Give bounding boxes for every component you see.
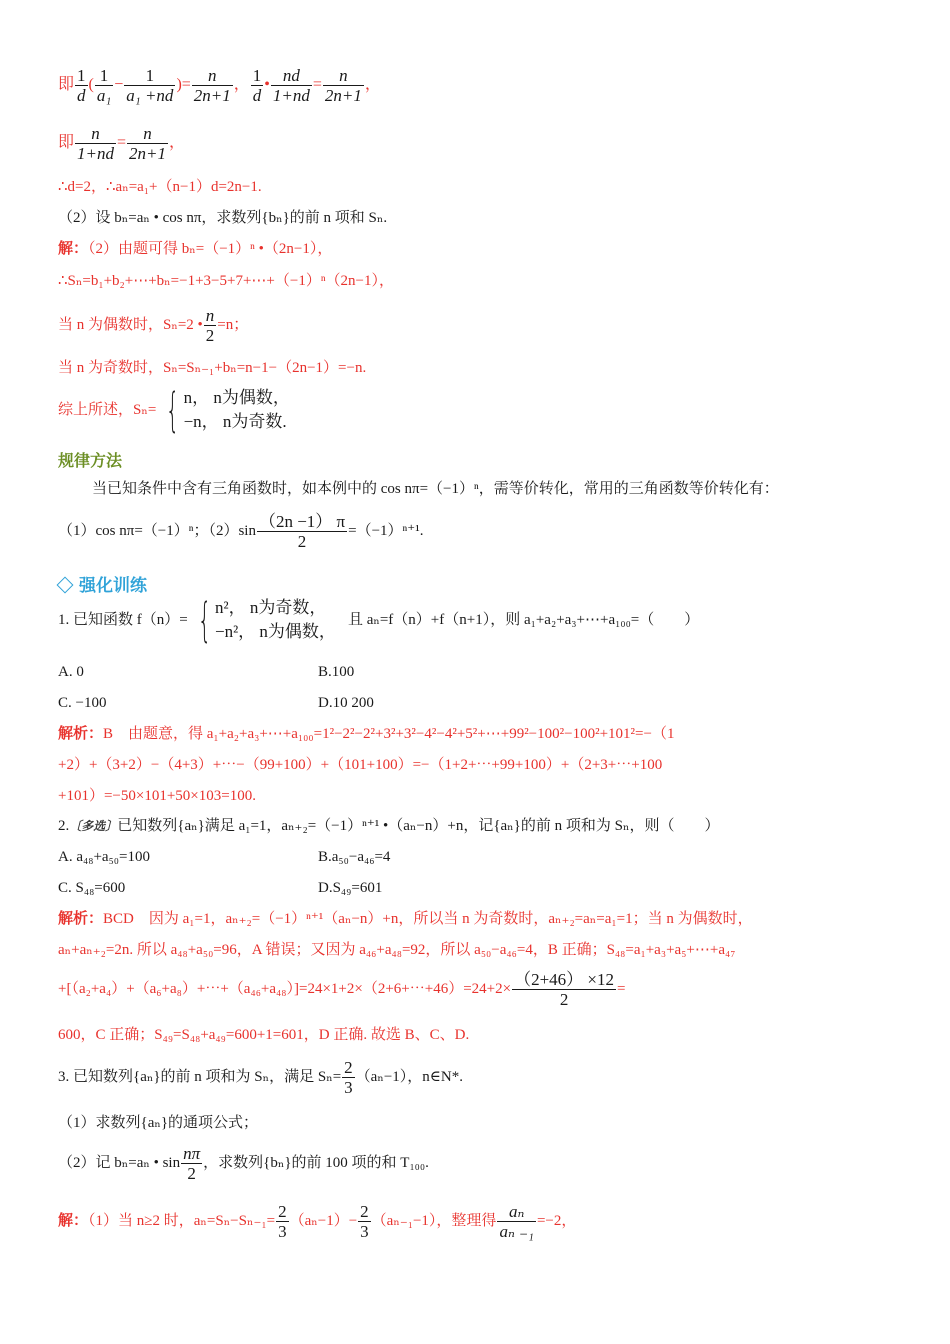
frac-den: 3 — [278, 1222, 287, 1241]
problem-3-question-1: （1）求数列{aₙ}的通项公式； — [58, 1115, 259, 1131]
problem-1-option-d: D.10 200 — [318, 695, 374, 711]
brace-glyph: { — [197, 593, 211, 647]
problem-1-option-b: B.100 — [318, 664, 355, 680]
frac-num: n — [205, 306, 215, 325]
frac-den: 1+nd — [272, 86, 310, 105]
problem-2-answer-line-2: aₙ+aₙ₊₂=2n. 所以 a₄₈+a₅₀=96，A 错误；又因为 a₄₆+a₄₈=92，所以 a₅₀−a₄₆=4，B 正确；S₄₈=a₁+a₃+a₅+⋯+a₄₇ — [58, 942, 736, 958]
equals: = — [181, 76, 191, 94]
solution-label: 解： — [58, 1212, 89, 1229]
frac-num: n — [192, 66, 233, 86]
text: =−2， — [536, 1212, 577, 1229]
text: = — [617, 980, 626, 997]
answer-text: B 由题意，得 a₁+a₂+a₃+⋯+a₁₀₀=1²−2²−2²+3²+3²−4²−4²+5²+⋯+99²−100²−100²+101²=−（1 — [103, 726, 675, 742]
derivation-line-2 — [58, 124, 185, 163]
text: =（−1）ⁿ⁺¹. — [348, 522, 424, 539]
fraction-1-over-a1-nd — [124, 66, 175, 105]
problem-number: 2. — [58, 818, 70, 834]
dot: • — [264, 76, 270, 94]
frac-den: 2n+1 — [324, 86, 362, 105]
frac-num: （2+46） ×12 — [514, 970, 615, 989]
case-row-2: −n， n为奇数. — [183, 412, 287, 431]
frac-num: 1 — [124, 66, 175, 86]
problem-3-stem — [58, 1058, 463, 1097]
fraction-1-over-d — [75, 66, 88, 105]
frac-num: 2 — [344, 1058, 353, 1077]
frac-num: 1 — [77, 66, 86, 85]
system-rows — [215, 596, 336, 644]
answer-text: BCD 因为 a₁=1，aₙ₊₂=（−1）ⁿ⁺¹（aₙ−n）+n，所以当 n 为奇数时，aₙ₊₂=aₙ=a₁=1；当 n 为偶数时， — [103, 911, 753, 927]
fraction-an-over-an1 — [497, 1202, 536, 1241]
question-2-text: （2）设 bₙ=aₙ • cos nπ，求数列{bₙ}的前 n 项和 Sₙ. — [58, 210, 388, 226]
fraction-n-over-2n1-c — [127, 124, 168, 163]
problem-2-option-d: D.S₄₉=601 — [318, 880, 383, 896]
problem-1-answer-line-1 — [58, 724, 674, 744]
text: （aₙ₋₁−1），整理得 — [371, 1212, 497, 1229]
fraction-n-over-2n1-b — [323, 66, 364, 105]
comma: ， — [233, 76, 250, 94]
frac-den: a₁ +nd — [126, 86, 174, 105]
comma: ， — [169, 134, 186, 152]
answer-label: 解析： — [58, 726, 104, 742]
frac-den: d — [252, 86, 262, 105]
stem-text: 已知数列{aₙ}满足 a₁=1，aₙ₊₂=（−1）ⁿ⁺¹ •（aₙ−n）+n，记{aₙ}的前 n 项和为 Sₙ，则（ ） — [117, 818, 720, 834]
solution-2-line-5 — [58, 383, 290, 437]
case-row-1: n， n为偶数， — [183, 388, 290, 407]
answer-label: 解析： — [58, 911, 104, 927]
derivation-line-1 — [58, 66, 381, 105]
problem-3-solution-line-1 — [58, 1202, 576, 1241]
text: 1. 已知函数 f（n）= — [58, 612, 188, 628]
case-row-1: n²， n为奇数， — [215, 598, 327, 617]
frac-num: nπ — [183, 1144, 201, 1163]
frac-den: d — [77, 86, 86, 105]
frac-num: 1 — [252, 66, 262, 85]
problem-2-option-c: C. S₄₈=600 — [58, 880, 126, 896]
fraction-2-over-3-b — [358, 1202, 371, 1241]
comma: ， — [364, 76, 381, 94]
text: （aₙ−1），n∈N*. — [355, 1068, 463, 1085]
method-text: 当已知条件中含有三角函数时，如本例中的 cos nπ=（−1）ⁿ，需等价转化，常用的三角函数等价转化有： — [92, 481, 779, 497]
frac-num: 2 — [360, 1202, 369, 1221]
solution-2-line-4: 当 n 为奇数时，Sₙ=Sₙ₋₁+bₙ=n−1−（2n−1）=−n. — [58, 360, 367, 376]
frac-den: 2 — [297, 532, 307, 551]
text: 3. 已知数列{aₙ}的前 n 项和为 Sₙ，满足 Sₙ= — [58, 1068, 342, 1085]
fraction-nd-over-1nd — [271, 66, 312, 105]
fraction-n-over-1nd — [75, 124, 116, 163]
frac-den: 2n+1 — [129, 144, 167, 163]
equals: = — [117, 134, 127, 152]
fraction-1-over-d-2 — [251, 66, 264, 105]
text: 且 aₙ=f（n）+f（n+1），则 a₁+a₂+a₃+⋯+a₁₀₀=（ ） — [347, 612, 700, 628]
training-title: 强化训练 — [79, 576, 147, 596]
problem-2-option-b: B.a₅₀−a₄₆=4 — [318, 849, 391, 865]
problem-2-stem — [58, 816, 719, 836]
problem-2-option-a: A. a₄₈+a₅₀=100 — [58, 849, 150, 865]
text: 当 n 为偶数时，Sₙ=2 • — [58, 316, 203, 333]
paren: ) — [176, 76, 182, 94]
text: 综上所述，Sₙ= — [58, 402, 157, 418]
fraction-n-over-2 — [204, 306, 217, 345]
fraction-2-over-3-a — [276, 1202, 289, 1241]
frac-den: 2n+1 — [193, 86, 231, 105]
fraction-sum-formula — [512, 970, 616, 1009]
case-row-2: −n²， n为偶数， — [215, 622, 336, 641]
problem-1-option-c: C. −100 — [58, 695, 107, 711]
problem-1-answer-line-2: +2）+（3+2）−（4+3）+⋯−（99+100）+（101+100）=−（1+2+⋯+99+100）+（2+3+⋯+100 — [58, 757, 663, 773]
method-formula — [58, 512, 423, 551]
text: （aₙ−1）− — [289, 1212, 358, 1229]
conclusion-d: ∴d=2，∴aₙ=a₁+（n−1）d=2n−1. — [58, 179, 262, 195]
frac-num: nd — [271, 66, 312, 86]
problem-2-answer-line-3 — [58, 970, 626, 1009]
solution-label: 解： — [58, 241, 89, 257]
fraction-n-over-2n1 — [192, 66, 233, 105]
training-heading — [56, 571, 147, 596]
fraction-sin-arg — [257, 512, 347, 551]
frac-den: 2 — [187, 1164, 196, 1183]
solution-2-line-2: ∴Sₙ=b₁+b₂+⋯+bₙ=−1+3−5+7+⋯+（−1）ⁿ（2n−1）， — [58, 273, 395, 289]
frac-den: 3 — [344, 1078, 353, 1097]
frac-num: 2 — [278, 1202, 287, 1221]
text: +[（a₂+a₄）+（a₆+a₈）+⋯+（a₄₆+a₄₈）]=24×1+2×（2+6+⋯+46）=24+2× — [58, 980, 512, 997]
frac-num: 1 — [95, 66, 113, 86]
minus: − — [114, 76, 124, 94]
frac-den: 2 — [559, 990, 569, 1009]
problem-3-question-2 — [58, 1144, 429, 1183]
text: =n； — [217, 316, 249, 333]
frac-num: aₙ — [497, 1202, 536, 1222]
problem-2-answer-line-4: 600，C 正确；S₄₉=S₄₈+a₄₉=600+1=601，D 正确. 故选 B、C、D. — [58, 1027, 470, 1043]
fraction-1-over-a1 — [95, 66, 113, 105]
text: （1）当 n≥2 时，aₙ=Sₙ−Sₙ₋₁= — [88, 1212, 276, 1229]
frac-num: n — [323, 66, 364, 86]
system-rows — [184, 386, 290, 434]
brace-glyph: { — [166, 383, 180, 437]
text: （1）cos nπ=（−1）ⁿ；（2）sin — [58, 522, 256, 539]
frac-den: 3 — [360, 1222, 369, 1241]
prefix-text: 即 — [58, 134, 75, 152]
prefix-text: 即 — [58, 76, 75, 94]
fraction-npi-over-2 — [181, 1144, 202, 1183]
fraction-2-over-3 — [342, 1058, 355, 1097]
problem-1-stem — [58, 593, 700, 647]
frac-num: n — [75, 124, 116, 144]
method-heading: 规律方法 — [58, 451, 123, 470]
frac-den: 2 — [205, 326, 215, 345]
problem-1-answer-line-3: +101）=−50×101+50×103=100. — [58, 788, 256, 804]
problem-2-answer-line-1 — [58, 909, 753, 929]
multi-choice-tag: 〔多选〕 — [69, 819, 118, 833]
frac-num: n — [127, 124, 168, 144]
problem-1-option-a: A. 0 — [58, 664, 84, 680]
piecewise-system — [158, 383, 290, 437]
solution-2-line-3 — [58, 306, 248, 345]
frac-den: a₁ — [96, 86, 112, 105]
equals: = — [312, 76, 322, 94]
solution-2-line-1 — [58, 239, 332, 259]
text: ，求数列{bₙ}的前 100 项的和 T₁₀₀. — [203, 1154, 429, 1171]
frac-den: aₙ ₋₁ — [499, 1222, 534, 1241]
frac-num: （2n −1） π — [258, 512, 346, 531]
piecewise-function — [190, 593, 336, 647]
diamond-icon — [57, 577, 74, 594]
frac-den: 1+nd — [77, 144, 114, 163]
text: （2）记 bₙ=aₙ • sin — [58, 1154, 181, 1171]
solution-text: （2）由题可得 bₙ=（−1）ⁿ •（2n−1）， — [88, 241, 333, 257]
paren: ( — [88, 76, 94, 94]
